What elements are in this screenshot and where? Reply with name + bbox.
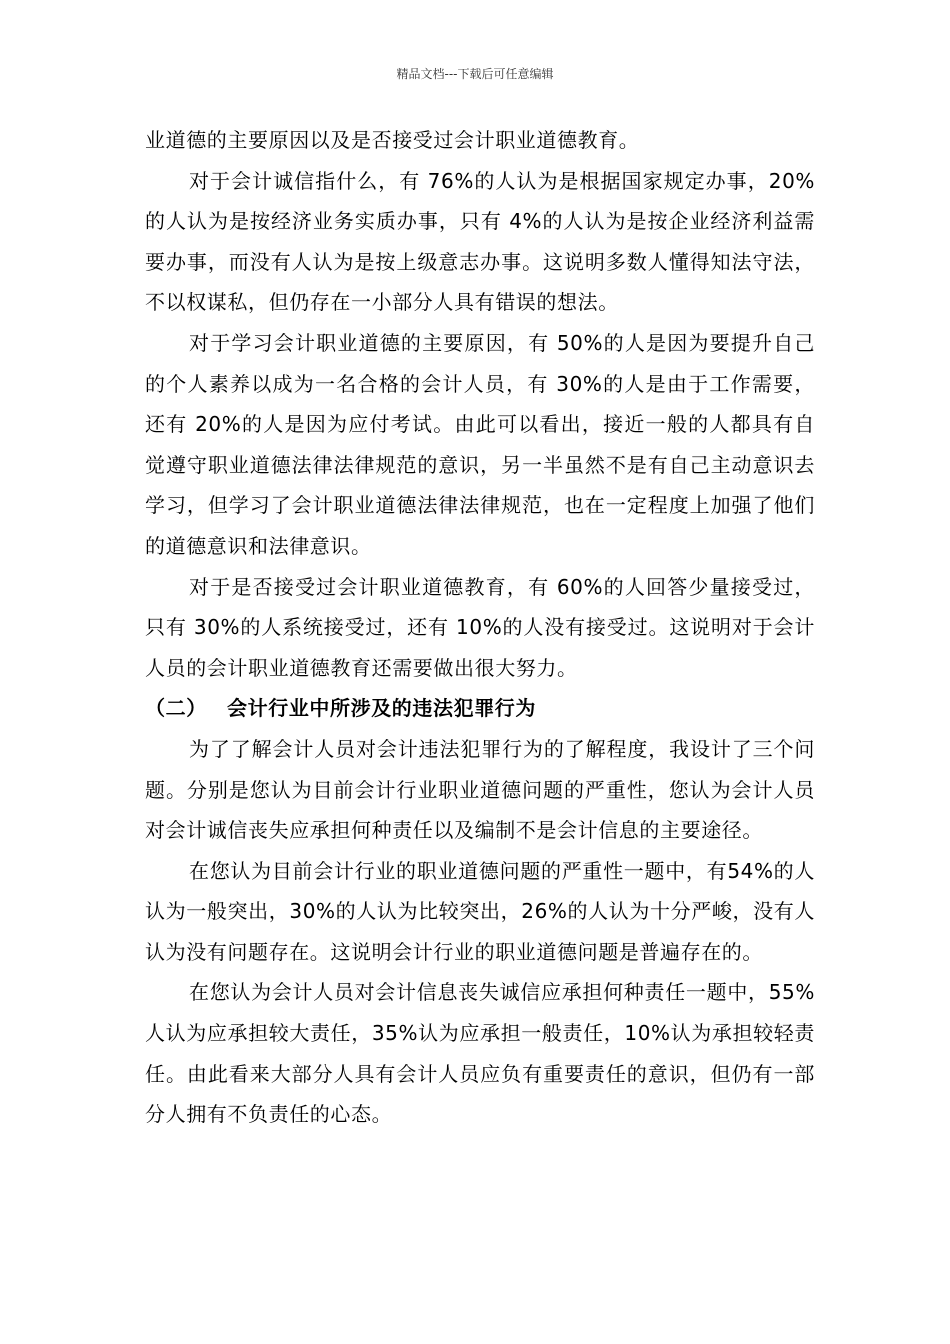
page-header: 精品文档---下载后可任意编辑 (396, 67, 554, 81)
paragraph-severity: 在您认为目前会计行业的职业道德问题的严重性一题中，有54%的人认为一般突出，30%的人认为比较突出，26%的人认为十分严峻，没有人认为没有问题存在。这说明会计行业的职业道德问题是普遍存在的。 (145, 858, 815, 964)
paragraph-study-reasons: 对于学习会计职业道德的主要原因，有 50%的人是因为要提升自己的个人素养以成为一名合格的会计人员，有 30%的人是由于工作需要，还有 20%的人是因为应付考试。由此可以看出，接近一般的人都具有自觉遵守职业道德法律法律规范的意识，另一半虽然不是有自己主动意识去学习，但学习了会计职业道德法律法律规范，也在一定程度上加强了他们的道德意识和法律意识。 (145, 330, 815, 558)
paragraph-responsibility: 在您认为会计人员对会计信息丧失诚信应承担何种责任一题中，55%人认为应承担较大责任，35%认为应承担一般责任，10%认为承担较轻责任。由此看来大部分人具有会计人员应负有重要责任的意识，但仍有一部分人拥有不负责任的心态。 (145, 980, 815, 1127)
paragraph-survey-intro: 为了了解会计人员对会计违法犯罪行为的了解程度，我设计了三个问题。分别是您认为目前会计行业职业道德问题的严重性，您认为会计人员对会计诚信丧失应承担何种责任以及编制不是会计信息的主要途径。 (145, 736, 815, 843)
section-number: （二） (145, 696, 207, 721)
paragraph-continuation: 业道德的主要原因以及是否接受过会计职业道德教育。 (145, 128, 640, 152)
paragraph-integrity-meaning: 对于会计诚信指什么，有 76%的人认为是根据国家规定办事，20%的人认为是按经济业务实质办事，只有 4%的人认为是按企业经济利益需要办事，而没有人认为是按上级意志办事。这说明多数人懂得知法守法，不以权谋私，但仍存在一小部分人具有错误的想法。 (145, 168, 815, 315)
paragraph-ethics-education: 对于是否接受过会计职业道德教育，有 60%的人回答少量接受过，只有 30%的人系统接受过，还有 10%的人没有接受过。这说明对于会计人员的会计职业道德教育还需要做出很大努力。 (145, 574, 815, 680)
section-title: 会计行业中所涉及的违法犯罪行为 (227, 696, 536, 721)
section-heading (145, 688, 815, 729)
document-body (145, 120, 815, 1135)
